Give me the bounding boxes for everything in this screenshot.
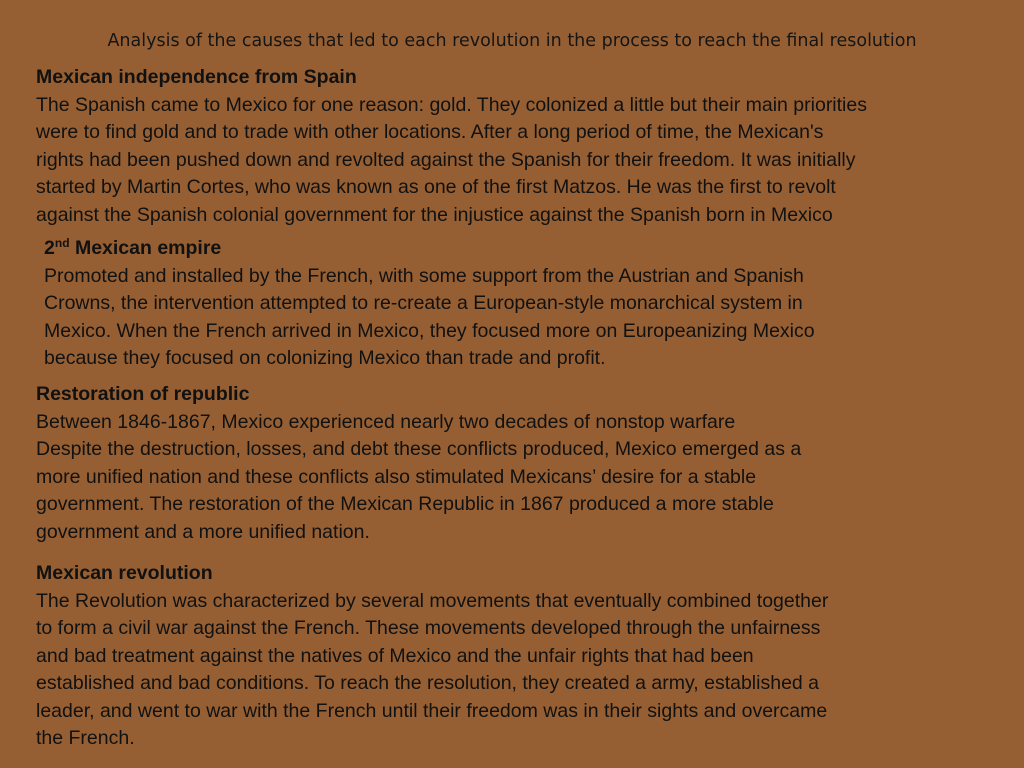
section-restoration-of-republic [36, 381, 801, 546]
section-body [36, 409, 801, 547]
body-line: leader, and went to war with the French until their freedom was in their sights and overcame [36, 699, 828, 722]
section-body [36, 588, 828, 753]
slide-title: Analysis of the causes that led to each revolution in the process to reach the final resolution [107, 31, 917, 51]
body-line: Mexico. When the French arrived in Mexico, they focused more on Europeanizing Mexico [44, 319, 815, 342]
body-line: Promoted and installed by the French, with some support from the Austrian and Spanish [44, 264, 804, 287]
section-heading: Mexican independence from Spain [36, 66, 357, 88]
section-second-mexican-empire [44, 235, 815, 373]
section-body [36, 92, 867, 230]
section-body [44, 263, 815, 373]
body-line: the French. [36, 727, 135, 749]
section-mexican-revolution [36, 560, 828, 753]
section-heading [44, 235, 815, 263]
body-line: to form a civil war against the French. These movements developed through the unfairness [36, 617, 821, 639]
section-heading: Restoration of republic [36, 383, 250, 405]
body-line: started by Martin Cortes, who was known as one of the first Matzos. He was the first to revolt [36, 176, 836, 198]
body-line: and bad treatment against the natives of Mexico and the unfair rights that had been [36, 644, 754, 667]
body-line: government and a more unified nation. [36, 520, 370, 543]
body-line: because they focused on colonizing Mexico than trade and profit. [44, 347, 606, 369]
body-line: government. The restoration of the Mexican Republic in 1867 produced a more stable [36, 493, 774, 515]
body-line: The Spanish came to Mexico for one reason: gold. They colonized a little but their main priorities [36, 93, 867, 116]
body-line: Between 1846-1867, Mexico experienced nearly two decades of nonstop warfare [36, 410, 736, 433]
body-line: were to find gold and to trade with other locations. After a long period of time, the Mexican's [36, 121, 824, 143]
body-line: established and bad conditions. To reach the resolution, they created a army, established a [36, 672, 820, 694]
body-line: Crowns, the intervention attempted to re-create a European-style monarchical system in [44, 292, 803, 314]
body-line: The Revolution was characterized by several movements that eventually combined together [36, 589, 829, 612]
body-line: rights had been pushed down and revolted against the Spanish for their freedom. It was initially [36, 148, 856, 171]
body-line: more unified nation and these conflicts also stimulated Mexicans’ desire for a stable [36, 465, 757, 488]
body-line: against the Spanish colonial government for the injustice against the Spanish born in Mexico [36, 203, 833, 226]
section-mexican-independence [36, 64, 867, 229]
heading-ordinal-suffix: nd [54, 236, 70, 250]
heading-text: Mexican empire [69, 237, 222, 259]
heading-number: 2 [44, 237, 55, 259]
section-heading: Mexican revolution [36, 562, 213, 584]
body-line: Despite the destruction, losses, and debt these conflicts produced, Mexico emerged as a [36, 438, 802, 460]
